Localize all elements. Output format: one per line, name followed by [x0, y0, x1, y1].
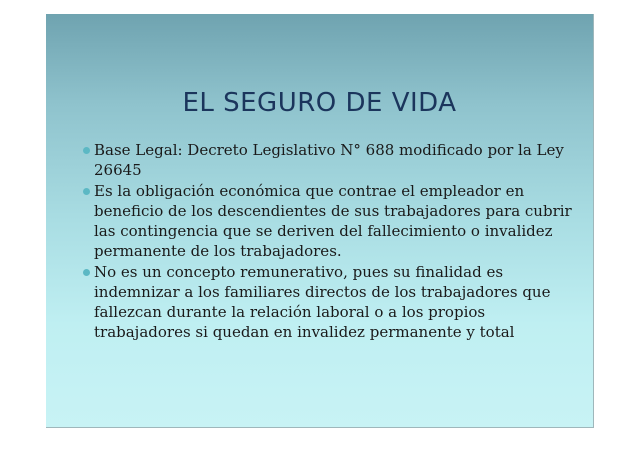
bullet-dot-icon	[83, 269, 90, 276]
slide-title: EL SEGURO DE VIDA	[182, 88, 457, 118]
bullet-item	[52, 140, 582, 180]
bullet-dot-icon	[83, 188, 90, 195]
bullet-text: No es un concepto remunerativo, pues su finalidad es indemnizar a los familiares directos de los trabajadores que fallezcan durante la relación laboral o a los propios trabajadores si quedan en invalidez permanente y total	[94, 263, 551, 341]
bullet-item	[52, 262, 582, 342]
slide	[46, 14, 594, 428]
bullet-text: Es la obligación económica que contrae el empleador en beneficio de los descendientes de sus trabajadores para cubrir las contingencia que se deriven del fallecimiento o invalidez permanente de los trabajadores.	[94, 182, 572, 260]
bullet-text: Base Legal: Decreto Legislativo N° 688 modificado por la Ley 26645	[94, 141, 564, 179]
bullet-list	[52, 140, 582, 343]
bullet-dot-icon	[83, 147, 90, 154]
bullet-item	[52, 181, 582, 261]
